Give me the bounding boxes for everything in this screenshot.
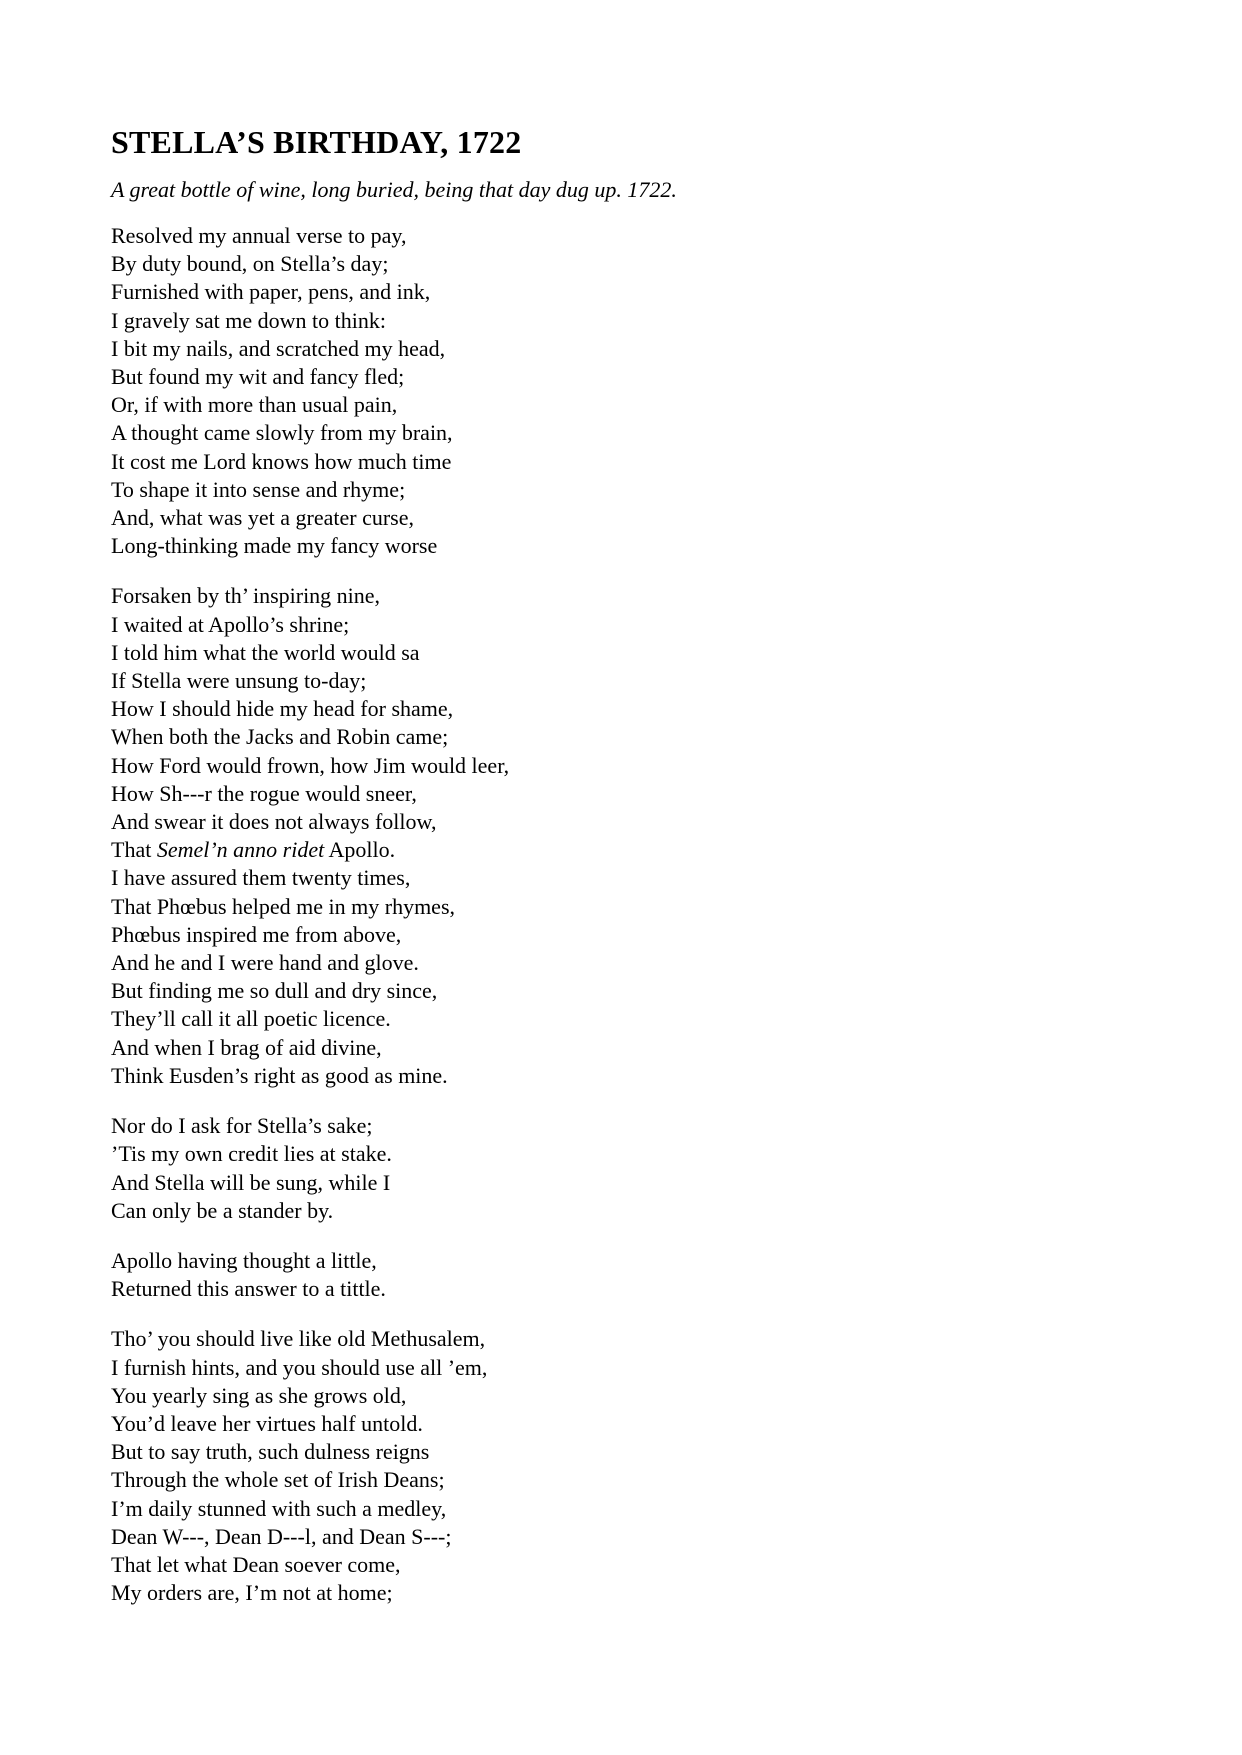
poem-line: Phœbus inspired me from above, bbox=[111, 921, 402, 947]
poem-line: Dean W---, Dean D---l, and Dean S---; bbox=[111, 1523, 452, 1549]
stanza bbox=[111, 222, 1141, 560]
poem-line: But found my wit and fancy fled; bbox=[111, 364, 405, 390]
line-fragment: That bbox=[111, 837, 157, 863]
poem-line: And swear it does not always follow, bbox=[111, 809, 437, 835]
line-fragment: Apollo. bbox=[324, 837, 396, 863]
poem-line: To shape it into sense and rhyme; bbox=[111, 476, 406, 502]
poem-line: And when I brag of aid divine, bbox=[111, 1034, 382, 1060]
poem-line: Resolved my annual verse to pay, bbox=[111, 223, 407, 248]
poem-line: I told him what the world would sa bbox=[111, 639, 420, 665]
poem-line: ’Tis my own credit lies at stake. bbox=[111, 1141, 392, 1167]
poem-subtitle: A great bottle of wine, long buried, being that day dug up. 1722. bbox=[111, 177, 677, 202]
poem-line: I waited at Apollo’s shrine; bbox=[111, 611, 350, 637]
poem-line: Or, if with more than usual pain, bbox=[111, 392, 398, 418]
poem-line: That let what Dean soever come, bbox=[111, 1551, 401, 1577]
poem-line: You yearly sing as she grows old, bbox=[111, 1382, 407, 1408]
poem-line: Long-thinking made my fancy worse bbox=[111, 533, 438, 559]
poem-line: Returned this answer to a tittle. bbox=[111, 1276, 386, 1302]
poem-title: STELLA’S BIRTHDAY, 1722 bbox=[111, 124, 522, 160]
poem-line: I’m daily stunned with such a medley, bbox=[111, 1495, 447, 1521]
poem-line: Tho’ you should live like old Methusalem, bbox=[111, 1326, 486, 1352]
italic-phrase: Semel’n anno ridet bbox=[156, 837, 325, 863]
poem-body bbox=[111, 222, 1141, 1607]
poem-line: Think Eusden’s right as good as mine. bbox=[111, 1062, 448, 1088]
stanza bbox=[111, 1325, 1141, 1607]
poem-line: I furnish hints, and you should use all ’em, bbox=[111, 1354, 488, 1380]
poem-line: Furnished with paper, pens, and ink, bbox=[111, 279, 431, 305]
poem-line: But finding me so dull and dry since, bbox=[111, 978, 438, 1004]
poem-line bbox=[111, 836, 1141, 864]
poem-line: But to say truth, such dulness reigns bbox=[111, 1439, 430, 1465]
poem-line: How Ford would frown, how Jim would leer, bbox=[111, 752, 510, 778]
stanza bbox=[111, 1247, 1141, 1303]
poem-line: I bit my nails, and scratched my head, bbox=[111, 335, 446, 361]
poem-line: How Sh---r the rogue would sneer, bbox=[111, 780, 417, 806]
stanza bbox=[111, 1112, 1141, 1225]
poem-line: Nor do I ask for Stella’s sake; bbox=[111, 1113, 373, 1139]
poem-line: You’d leave her virtues half untold. bbox=[111, 1410, 423, 1436]
poem-line: My orders are, I’m not at home; bbox=[111, 1580, 393, 1606]
poem-line: They’ll call it all poetic licence. bbox=[111, 1006, 391, 1032]
poem-line: Through the whole set of Irish Deans; bbox=[111, 1467, 445, 1493]
poem-line: It cost me Lord knows how much time bbox=[111, 448, 452, 474]
poem-line: I gravely sat me down to think: bbox=[111, 307, 386, 333]
poem-line: I have assured them twenty times, bbox=[111, 865, 411, 891]
poem-line: Forsaken by th’ inspiring nine, bbox=[111, 583, 381, 609]
stanza bbox=[111, 582, 1141, 1090]
poem-line: If Stella were unsung to-day; bbox=[111, 668, 367, 694]
poem-line: How I should hide my head for shame, bbox=[111, 696, 454, 722]
poem-line: That Phœbus helped me in my rhymes, bbox=[111, 893, 456, 919]
poem-line: Apollo having thought a little, bbox=[111, 1247, 377, 1273]
poem-line: By duty bound, on Stella’s day; bbox=[111, 251, 389, 277]
poem-line: And, what was yet a greater curse, bbox=[111, 505, 414, 531]
poem-line: And Stella will be sung, while I bbox=[111, 1169, 391, 1195]
poem-line: When both the Jacks and Robin came; bbox=[111, 724, 449, 750]
poem-line: And he and I were hand and glove. bbox=[111, 950, 419, 976]
document-page bbox=[111, 122, 1141, 1607]
poem-line: Can only be a stander by. bbox=[111, 1197, 334, 1223]
poem-line: A thought came slowly from my brain, bbox=[111, 420, 453, 446]
